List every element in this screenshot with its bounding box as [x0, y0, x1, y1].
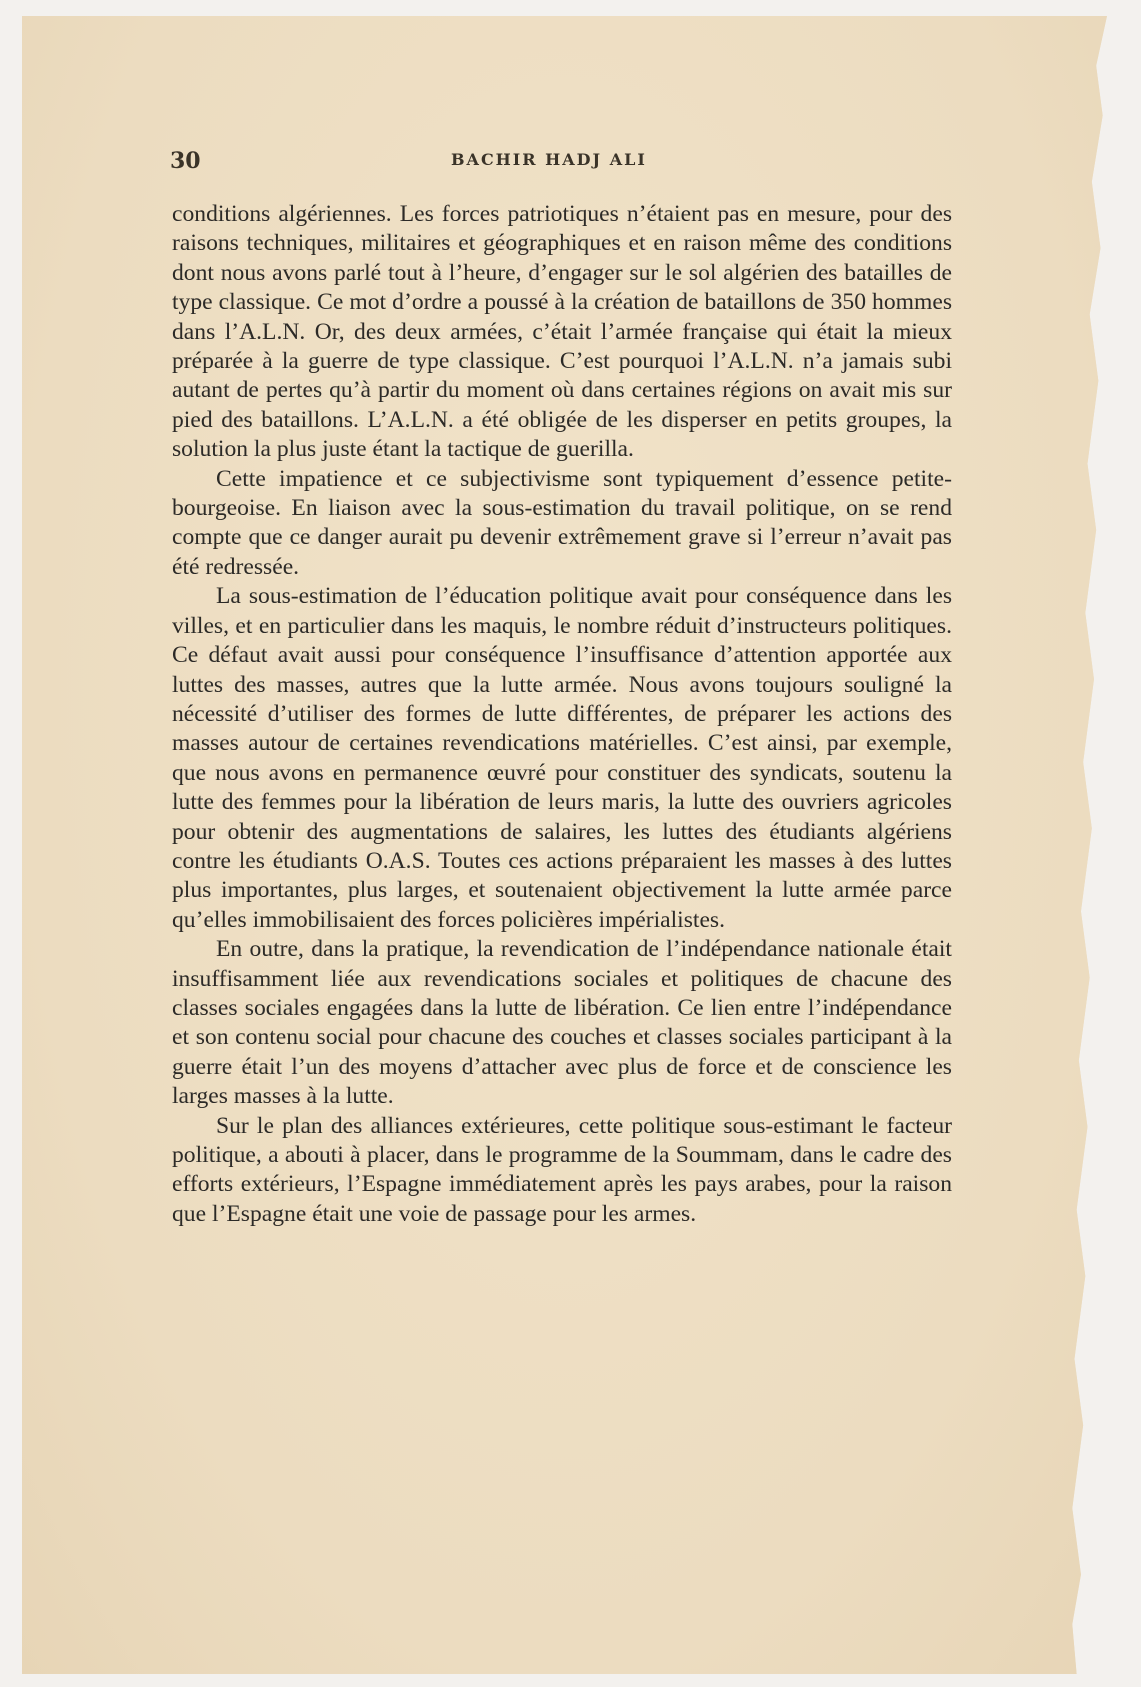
paragraph: La sous-estimation de l’éducation politique avait pour conséquence dans les villes, et en particulier dans les maquis, le nombre réduit d’instructeurs politiques. Ce défaut avait aussi pour conséquence l’insuffisance d’attention apportée aux luttes des masses, autres que la lutte armée. Nous avons toujours souligné la nécessité d’utiliser des formes de lutte différentes, de préparer les actions des masses autour de certaines revendications matérielles. C’est ainsi, par exemple, que nous avons en permanence œuvré pour constituer des syndicats, soutenu la lutte des femmes pour la libération de leurs maris, la lutte des ouvriers agricoles pour obtenir des augmentations de salaires, les luttes des étudiants algériens contre les étudiants O.A.S. Toutes ces actions préparaient les masses à des luttes plus importantes, plus larges, et soutenaient objectivement la lutte armée parce qu’elles immobilisaient des forces policières impérialistes.	[172, 583, 952, 933]
paragraph: Sur le plan des alliances extérieures, cette politique sous-estimant le facteur politique, a abouti à placer, dans le programme de la Soummam, dans le cadre des efforts extérieurs, l’Espagne immédiatement après les pays arabes, pour la raison que l’Espagne était une voie de passage pour les armes.	[172, 1112, 952, 1227]
paragraph: conditions algériennes. Les forces patriotiques n’étaient pas en mesure, pour des raisons techniques, militaires et géographiques et en raison même des conditions dont nous avons parlé tout à l’heure, d’engager sur le sol algérien des batailles de type classique. Ce mot d’ordre a poussé à la création de bataillons de 350 hommes dans l’A.L.N. Or, des deux armées, c’était l’armée française qui était la mieux préparée à la guerre de type classique. C’est pourquoi l’A.L.N. n’a jamais subi autant de pertes qu’à partir du moment où dans certaines régions on avait mis sur pied des bataillons. L’A.L.N. a été obligée de les disperser en petits groupes, la solution la plus juste étant la tactique de guerilla.	[172, 201, 952, 463]
page-number: 30	[170, 148, 201, 174]
page-header	[170, 148, 955, 172]
body-text	[172, 200, 952, 1229]
paragraph: Cette impatience et ce subjectivisme sont typiquement d’essence petite-bourgeoise. En liaison avec la sous-estimation du travail politique, on se rend compte que ce danger aurait pu devenir extrêmement grave si l’erreur n’avait pas été redressée.	[172, 465, 952, 580]
running-head: BACHIR HADJ ALI	[451, 150, 647, 169]
paragraph: En outre, dans la pratique, la revendication de l’indépendance nationale était insuffisamment liée aux revendications sociales et politiques de chacune des classes sociales engagées dans la lutte de libération. Ce lien entre l’indépendance et son contenu social pour chacune des couches et classes sociales participant à la guerre était l’un des moyens d’attacher avec plus de force et de conscience les larges masses à la lutte.	[172, 936, 952, 1110]
